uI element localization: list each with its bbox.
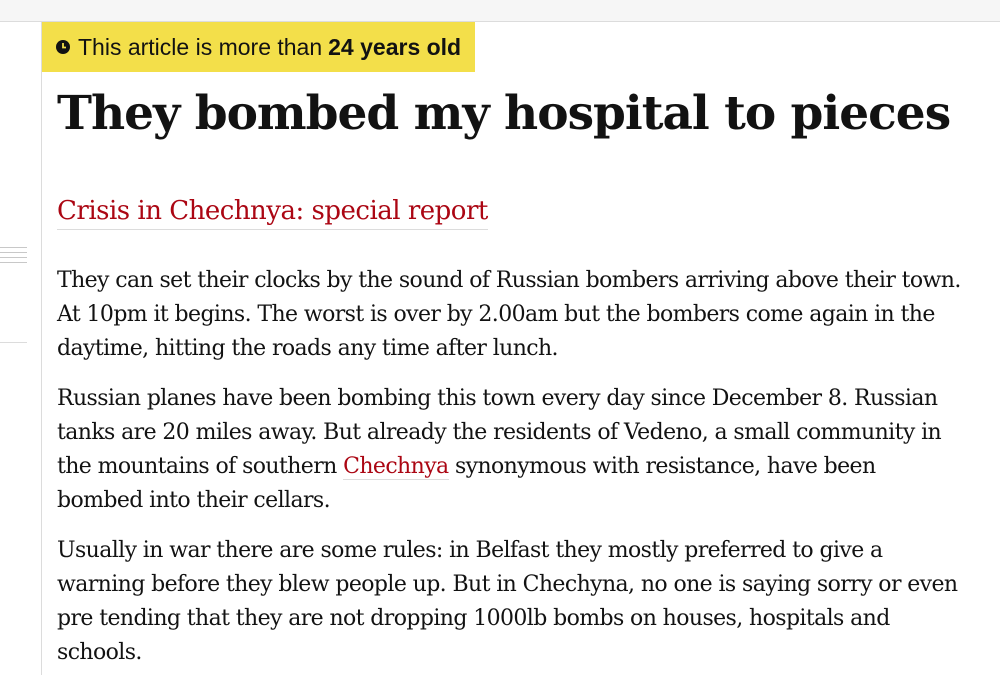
paragraph-3: Usually in war there are some rules: in Belfast they mostly preferred to give a warning before they blew people up. But in Chechyna, no one is saying sorry or even pre tending that they are not dropping 1000lb bombs on houses, hospitals and schools. (57, 538, 958, 665)
side-divider (0, 342, 27, 343)
paragraph-2 (57, 382, 962, 518)
banner-age: 24 years old (328, 33, 462, 60)
banner-prefix: This article is more than (78, 33, 323, 60)
series-link[interactable]: Crisis in Chechnya: special report (57, 193, 488, 230)
paragraph-2-before: Russian planes have been bombing this town every day since December 8. Russian tanks are 20 miles away. But already the residents of Vedeno, a small community in the mountains of southern (57, 386, 942, 479)
paragraph-2-after: synonymous with resistance, have been bombed into their cellars. (57, 454, 876, 513)
side-menu-icon[interactable] (0, 247, 27, 267)
chechnya-link[interactable]: Chechnya (343, 454, 449, 479)
article-age-banner (42, 22, 475, 72)
clock-icon (56, 40, 70, 54)
browser-top-strip (0, 0, 1000, 22)
paragraph-1: They can set their clocks by the sound of Russian bombers arriving above their town. At 10pm it begins. The worst is over by 2.00am but the bombers come again in the daytime, hitting the roads any time after lunch. (57, 268, 961, 361)
left-column-rule (41, 22, 42, 675)
article-headline: They bombed my hospital to pieces (57, 86, 951, 141)
article-body (57, 264, 962, 686)
